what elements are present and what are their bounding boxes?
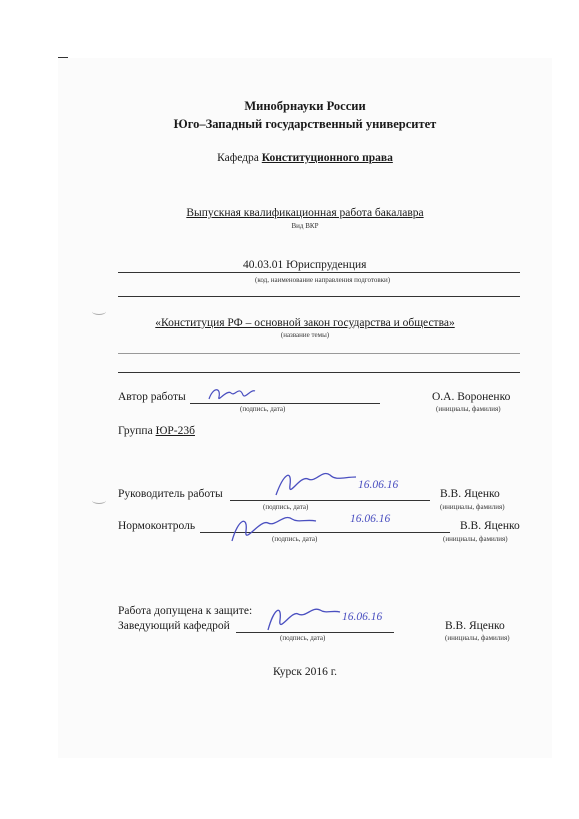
head-name-caption: (инициалы, фамилия) bbox=[445, 634, 510, 642]
department-line bbox=[58, 152, 552, 164]
admission-label: Работа допущена к защите: bbox=[118, 605, 253, 617]
author-signature bbox=[205, 383, 265, 405]
work-type-caption: Вид ВКР bbox=[291, 222, 319, 230]
head-sign-caption: (подпись, дата) bbox=[280, 634, 326, 642]
direction-underline bbox=[118, 272, 520, 273]
city-year: Курск 2016 г. bbox=[272, 666, 338, 678]
head-label: Заведующий кафедрой bbox=[118, 620, 230, 632]
head-signature bbox=[262, 598, 342, 638]
author-sign-caption: (подпись, дата) bbox=[240, 405, 286, 413]
university-title: Юго–Западный государственный университет bbox=[173, 117, 437, 131]
supervisor-sign-caption: (подпись, дата) bbox=[263, 503, 309, 511]
normcontrol-sign-caption: (подпись, дата) bbox=[272, 535, 318, 543]
group-label: Группа bbox=[118, 425, 153, 437]
direction-caption: (код, наименование направления подготовки) bbox=[255, 276, 391, 284]
group-line bbox=[118, 425, 195, 437]
supervisor-date: 16.06.16 bbox=[358, 479, 399, 491]
direction-value: 40.03.01 Юриспруденция bbox=[243, 259, 367, 271]
normcontrol-label: Нормоконтроль bbox=[118, 520, 196, 532]
scan-mark bbox=[58, 57, 68, 58]
normcontrol-date: 16.06.16 bbox=[350, 513, 391, 525]
supervisor-label: Руководитель работы bbox=[118, 488, 223, 500]
group-value: ЮР-23б bbox=[155, 425, 195, 437]
author-name-caption: (инициалы, фамилия) bbox=[436, 405, 501, 413]
head-date: 16.06.16 bbox=[342, 611, 383, 623]
topic-line-1 bbox=[118, 353, 520, 354]
ministry-title: Минобрнауки России bbox=[244, 99, 366, 113]
topic-caption: (название темы) bbox=[280, 331, 330, 339]
author-label: Автор работы bbox=[118, 391, 186, 403]
normcontrol-name-caption: (инициалы, фамилия) bbox=[443, 535, 508, 543]
author-name: О.А. Вороненко bbox=[432, 391, 511, 403]
department-name: Конституционного права bbox=[261, 152, 393, 164]
work-type: Выпускная квалификационная работа бакалавра bbox=[186, 207, 424, 219]
department-label: Кафедра bbox=[217, 152, 259, 164]
head-name: В.В. Яценко bbox=[445, 620, 505, 632]
direction-extra-line bbox=[118, 296, 520, 297]
supervisor-signature bbox=[270, 465, 360, 505]
supervisor-name: В.В. Яценко bbox=[440, 488, 500, 500]
supervisor-name-caption: (инициалы, фамилия) bbox=[440, 503, 505, 511]
normcontrol-name: В.В. Яценко bbox=[460, 520, 520, 532]
binder-hole bbox=[92, 497, 106, 504]
binder-hole bbox=[92, 308, 106, 315]
topic-line-2 bbox=[118, 372, 520, 373]
topic-value: «Конституция РФ – основной закон государства и общества» bbox=[155, 317, 455, 329]
